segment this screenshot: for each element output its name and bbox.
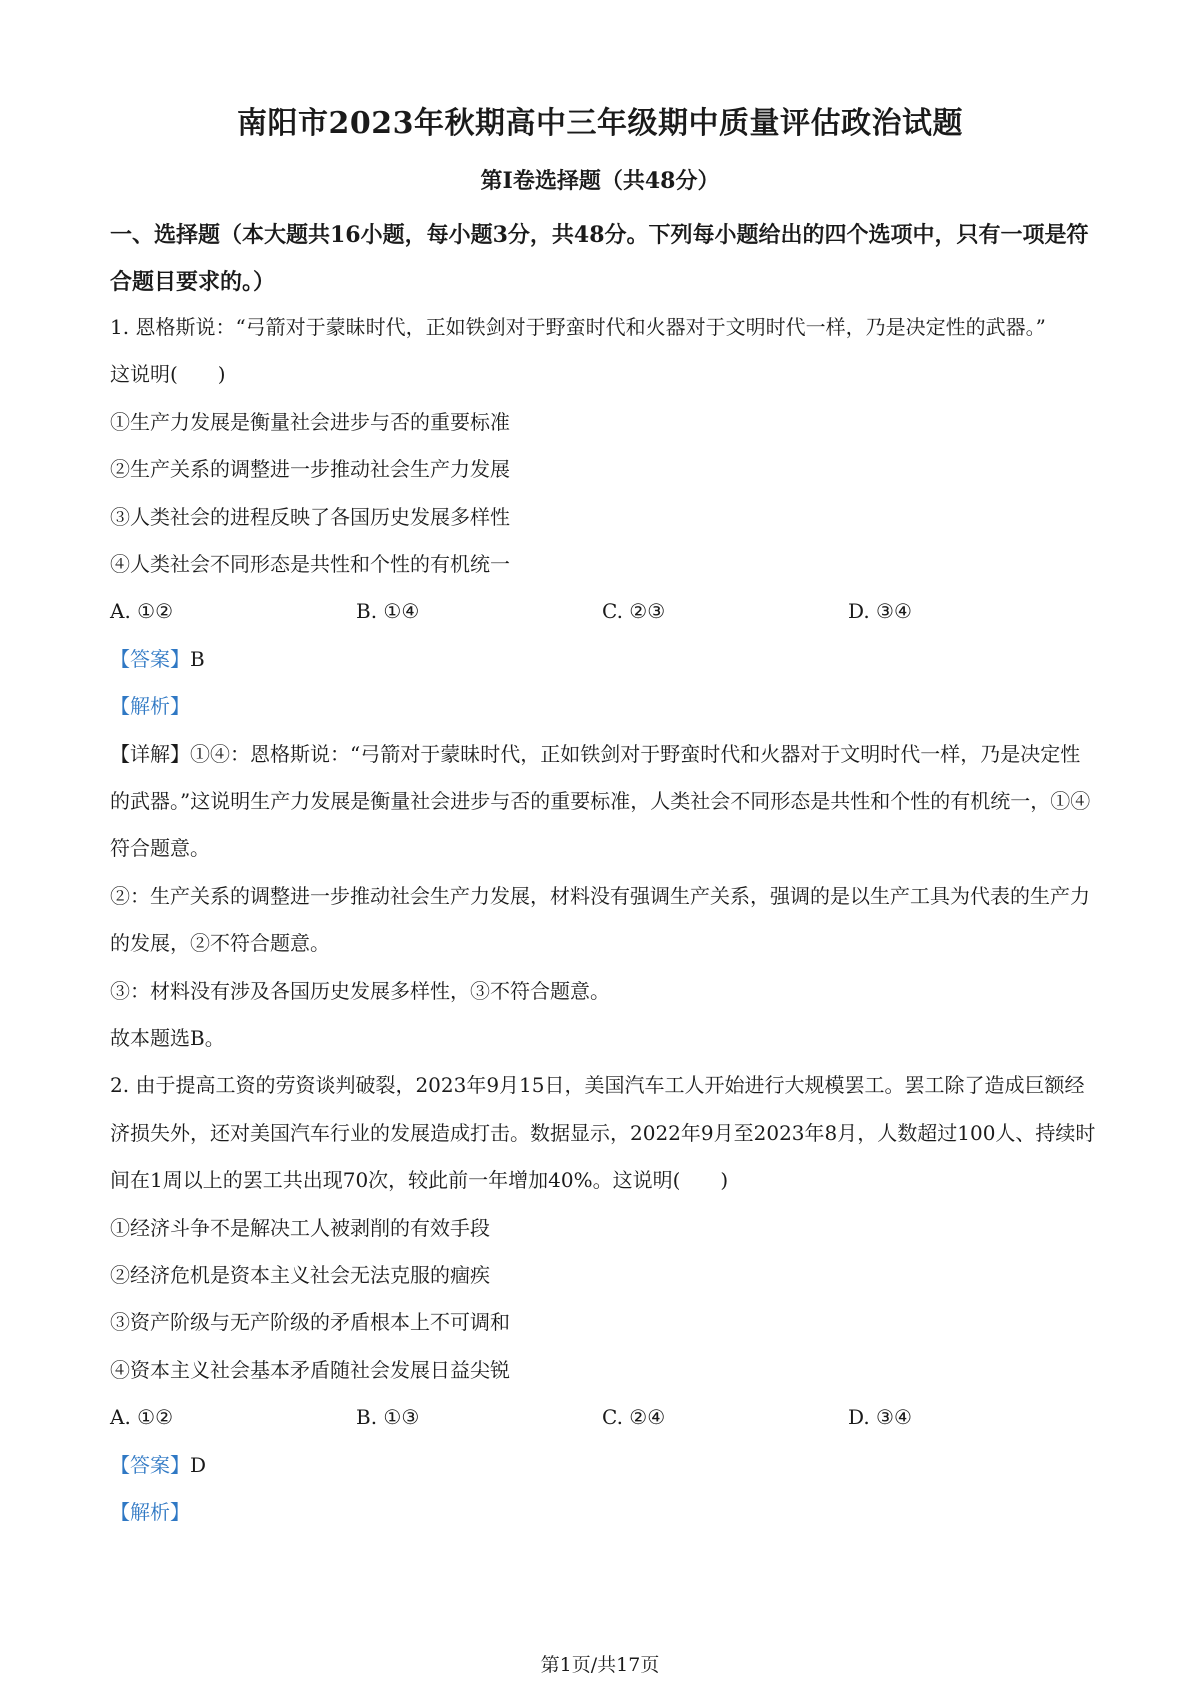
q2-options [110, 1394, 1100, 1441]
q1-answer-tag: 【答案】 [110, 646, 190, 671]
q2-option-c: C. ②④ [602, 1405, 666, 1430]
q1-option-c: C. ②③ [602, 599, 666, 624]
q1-analysis-tag: 【解析】 [110, 694, 190, 719]
q1-answer-value: B [190, 646, 205, 671]
q2-stem: 2. 由于提高工资的劳资谈判破裂，2023年9月15日，美国汽车工人开始进行大规模罢工。罢工除了造成巨额经济损失外，还对美国汽车行业的发展造成打击。数据显示，2022年9月至2023年8月，人数超过100人、持续时间在1周以上的罢工共出现70次，较此前一年增加40%。这说明( ) [110, 1073, 1096, 1193]
q1-detail-2: ②：生产关系的调整进一步推动社会生产力发展，材料没有强调生产关系，强调的是以生产工具为代表的生产力的发展，②不符合题意。 [110, 883, 1090, 956]
q2-answer-value: D [190, 1452, 207, 1477]
q1-option-b: B. ①④ [356, 599, 420, 624]
q2-item-4: ④资本主义社会基本矛盾随社会发展日益尖锐 [110, 1357, 510, 1382]
q1-item-4: ④人类社会不同形态是共性和个性的有机统一 [110, 551, 510, 576]
q2-option-a: A. ①② [110, 1405, 174, 1430]
q1-conclusion: 故本题选B。 [110, 1025, 225, 1050]
q2-item-1: ①经济斗争不是解决工人被剥削的有效手段 [110, 1215, 490, 1240]
q1-answer [110, 636, 1100, 683]
question-body [110, 304, 1100, 1536]
q1-stem: 1. 恩格斯说：“弓箭对于蒙昧时代，正如铁剑对于野蛮时代和火器对于文明时代一样，乃是决定性的武器。” [110, 315, 1046, 339]
section-heading: 一、选择题（本大题共16小题，每小题3分，共48分。下列每小题给出的四个选项中，只有一项是符合题目要求的。） [110, 222, 1089, 295]
q1-item-3: ③人类社会的进程反映了各国历史发展多样性 [110, 504, 510, 529]
q1-option-a: A. ①② [110, 599, 174, 624]
q1-item-2: ②生产关系的调整进一步推动社会生产力发展 [110, 457, 510, 482]
q2-analysis-tag: 【解析】 [110, 1499, 190, 1524]
q2-item-3: ③资产阶级与无产阶级的矛盾根本上不可调和 [110, 1310, 510, 1335]
q2-option-d: D. ③④ [848, 1405, 912, 1430]
q1-options [110, 588, 1100, 635]
q1-detail-3: ③：材料没有涉及各国历史发展多样性，③不符合题意。 [110, 978, 610, 1003]
q1-option-d: D. ③④ [848, 599, 912, 624]
q1-detail: 【详解】①④：恩格斯说：“弓箭对于蒙昧时代，正如铁剑对于野蛮时代和火器对于文明时代一样，乃是决定性的武器。”这说明生产力发展是衡量社会进步与否的重要标准，人类社会不同形态是共性和个性的有机统一，①④符合题意。 [110, 741, 1091, 861]
q1-stem-cont: 这说明( ) [110, 362, 226, 387]
q2-answer-tag: 【答案】 [110, 1452, 190, 1477]
page-title: 南阳市2023年秋期高中三年级期中质量评估政治试题 [237, 106, 963, 141]
page-footer: 第1页/共17页 [540, 1654, 660, 1676]
q1-item-1: ①生产力发展是衡量社会进步与否的重要标准 [110, 409, 510, 434]
q2-item-2: ②经济危机是资本主义社会无法克服的痼疾 [110, 1262, 490, 1287]
section-subtitle: 第Ⅰ卷选择题（共48分） [480, 168, 720, 194]
q2-option-b: B. ①③ [356, 1405, 420, 1430]
q2-answer [110, 1442, 1100, 1489]
